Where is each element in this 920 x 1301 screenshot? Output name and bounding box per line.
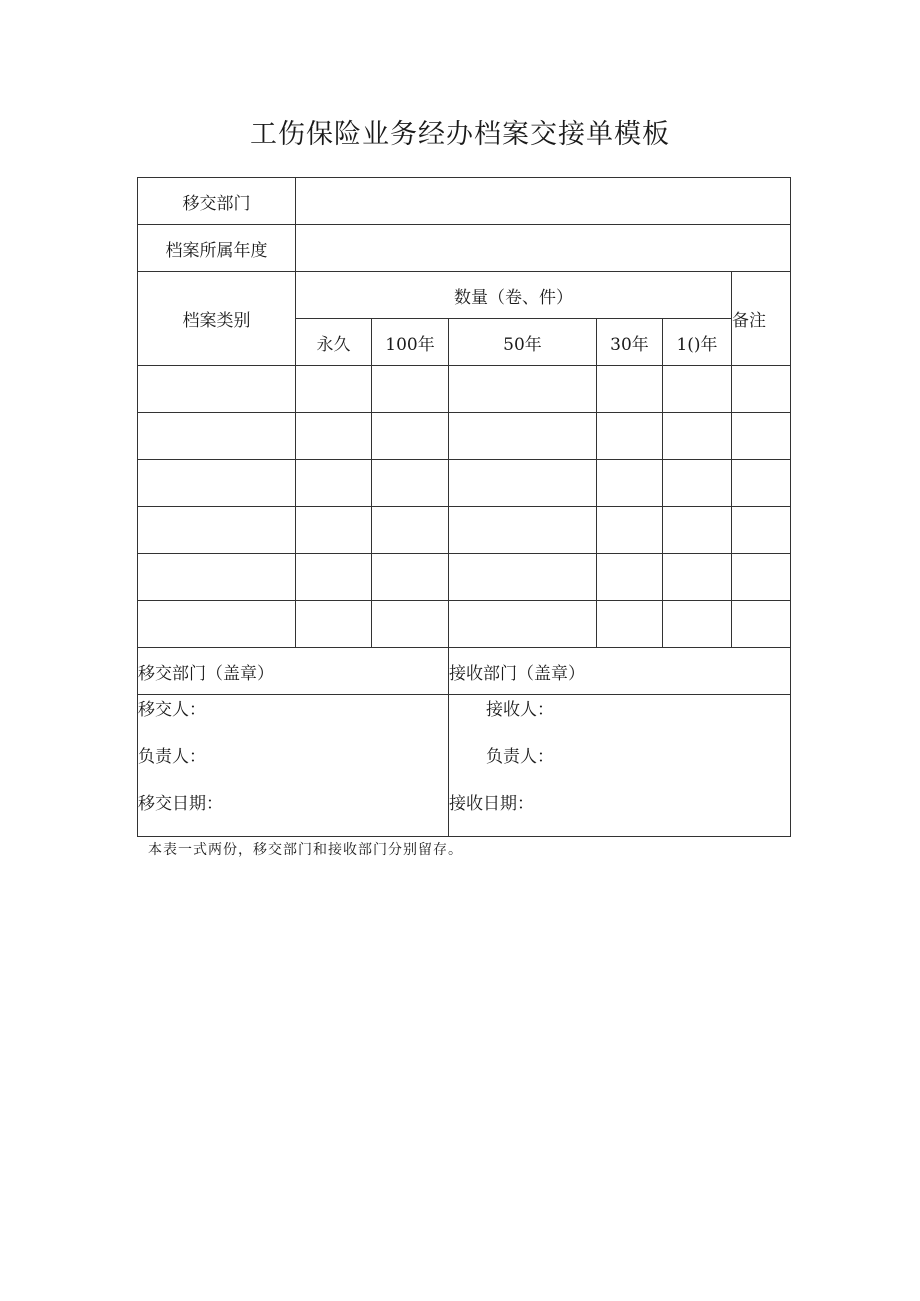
table-cell[interactable]: [138, 554, 296, 601]
table-cell[interactable]: [732, 507, 791, 554]
signature-row: [138, 695, 791, 837]
table-cell[interactable]: [449, 507, 597, 554]
receiver-label: 接收人：: [486, 700, 554, 720]
table-cell[interactable]: [449, 601, 597, 648]
period-50-years: 50年: [449, 319, 597, 366]
table-row: [138, 366, 791, 413]
period-30-years: 30年: [597, 319, 663, 366]
transfer-dept-row: [138, 178, 791, 225]
archive-year-row: [138, 225, 791, 272]
table-cell[interactable]: [732, 366, 791, 413]
table-cell[interactable]: [597, 413, 663, 460]
table-cell[interactable]: [138, 507, 296, 554]
quantity-header: 数量（卷、件）: [296, 272, 732, 319]
table-cell[interactable]: [732, 554, 791, 601]
transfer-seal-label: 移交部门（盖章）: [138, 648, 449, 695]
transfer-dept-label: 移交部门: [138, 178, 296, 225]
transfer-dept-field[interactable]: [296, 178, 791, 225]
responsible-right-label: 负责人：: [486, 747, 554, 767]
table-row: [138, 601, 791, 648]
table-cell[interactable]: [663, 554, 732, 601]
table-cell[interactable]: [372, 601, 449, 648]
period-10-years: 1()年: [663, 319, 732, 366]
table-cell[interactable]: [372, 507, 449, 554]
table-cell[interactable]: [296, 366, 372, 413]
table-row: [138, 460, 791, 507]
table-cell[interactable]: [138, 601, 296, 648]
transferor-label: 移交人：: [138, 700, 206, 720]
table-row: [138, 507, 791, 554]
table-cell[interactable]: [449, 366, 597, 413]
table-cell[interactable]: [372, 554, 449, 601]
table-cell[interactable]: [597, 366, 663, 413]
archive-year-label: 档案所属年度: [138, 225, 296, 272]
data-rows: [138, 366, 791, 648]
footnote: 本表一式两份，移交部门和接收部门分别留存。: [148, 842, 463, 858]
period-100-years: 100年: [372, 319, 449, 366]
seal-row: [138, 648, 791, 695]
table-cell[interactable]: [372, 366, 449, 413]
table-cell[interactable]: [663, 507, 732, 554]
archive-category-label: 档案类别: [138, 272, 296, 366]
table-cell[interactable]: [449, 554, 597, 601]
table-cell[interactable]: [296, 413, 372, 460]
table-cell[interactable]: [732, 460, 791, 507]
table-cell[interactable]: [597, 554, 663, 601]
table-cell[interactable]: [296, 554, 372, 601]
table-cell[interactable]: [449, 413, 597, 460]
table-cell[interactable]: [296, 460, 372, 507]
table-cell[interactable]: [372, 460, 449, 507]
table-cell[interactable]: [296, 601, 372, 648]
table-cell[interactable]: [732, 413, 791, 460]
receive-signature-cell[interactable]: [449, 695, 791, 837]
transfer-date-label: 移交日期：: [138, 794, 223, 814]
table-cell[interactable]: [597, 507, 663, 554]
table-row: [138, 554, 791, 601]
table-row: [138, 413, 791, 460]
receive-seal-label: 接收部门（盖章）: [449, 648, 791, 695]
page-title: 工伤保险业务经办档案交接单模板: [250, 119, 670, 150]
period-permanent: 永久: [296, 319, 372, 366]
archive-year-field[interactable]: [296, 225, 791, 272]
table-cell[interactable]: [663, 413, 732, 460]
table-cell[interactable]: [663, 601, 732, 648]
table-cell[interactable]: [372, 413, 449, 460]
receive-date-label: 接收日期：: [449, 794, 534, 814]
table-cell[interactable]: [597, 460, 663, 507]
table-cell[interactable]: [449, 460, 597, 507]
remarks-header: 备注: [732, 272, 791, 366]
responsible-left-label: 负责人：: [138, 747, 206, 767]
table-cell[interactable]: [138, 413, 296, 460]
table-cell[interactable]: [663, 460, 732, 507]
table-cell[interactable]: [597, 601, 663, 648]
table-cell[interactable]: [732, 601, 791, 648]
header-row-1: [138, 272, 791, 319]
table-cell[interactable]: [663, 366, 732, 413]
transfer-signature-cell[interactable]: [138, 695, 449, 837]
handover-form-table: [137, 177, 791, 837]
table-cell[interactable]: [296, 507, 372, 554]
table-cell[interactable]: [138, 460, 296, 507]
table-cell[interactable]: [138, 366, 296, 413]
